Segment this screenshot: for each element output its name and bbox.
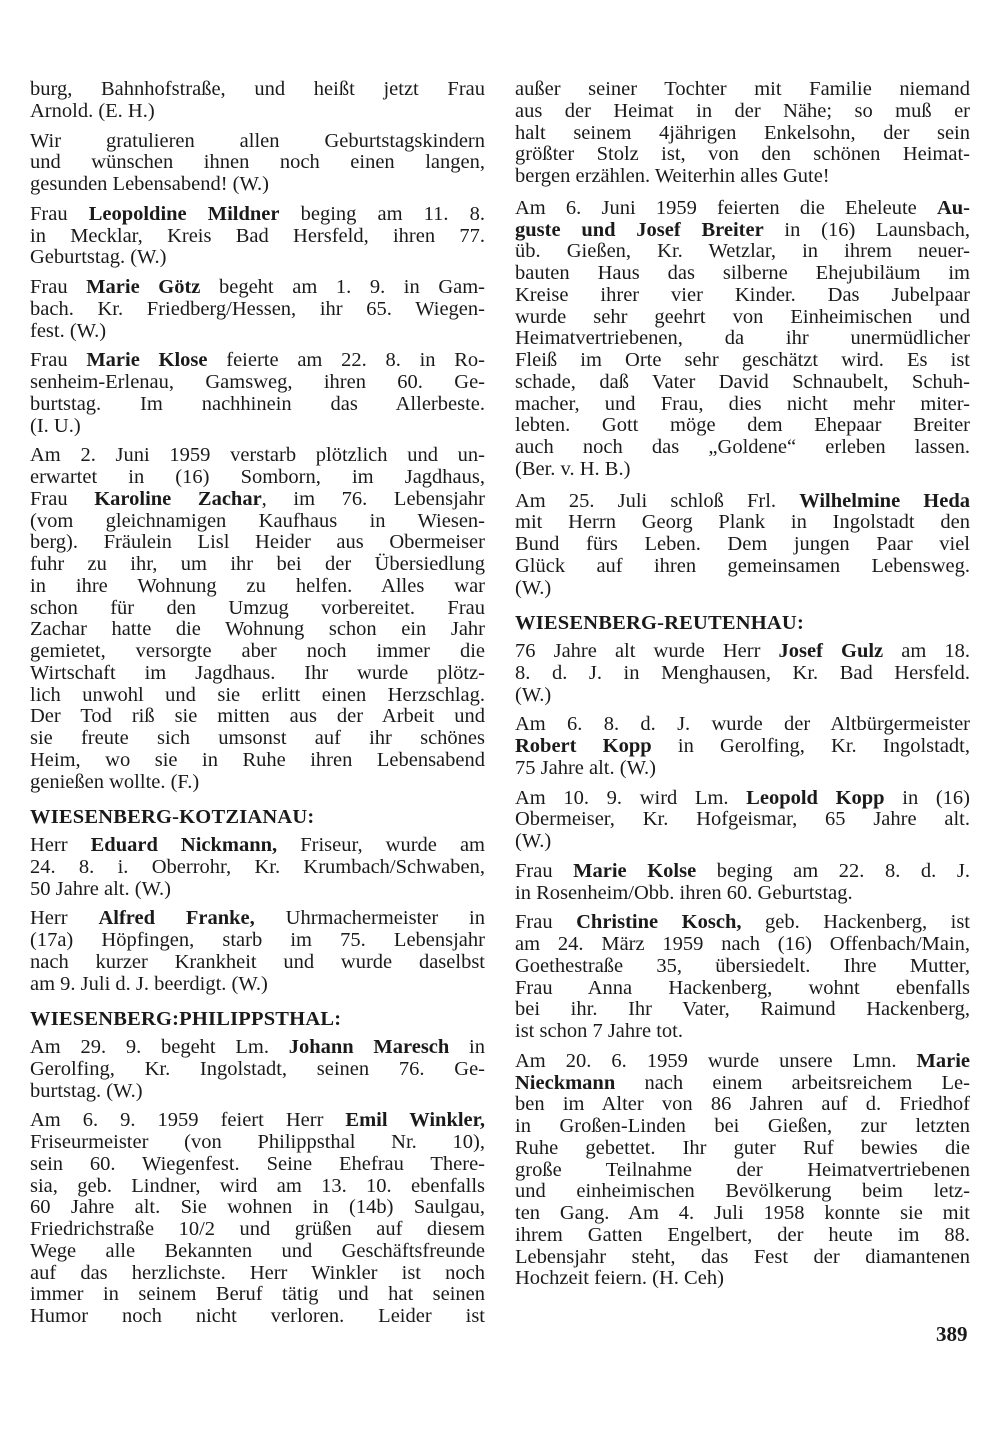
- text-segment: Wir gratulieren allen Geburtstagskindern: [30, 129, 485, 152]
- text-segment: erwartet in (16) Somborn, im Jagdhaus,: [30, 466, 485, 488]
- bold-name: Karoline Zachar: [94, 487, 262, 510]
- text-line: [30, 1241, 485, 1263]
- text-segment: burtstag. Im nachhinein das Allerbeste.: [30, 392, 485, 415]
- text-segment: 50 Jahre alt. (W.): [30, 877, 171, 900]
- paragraph: [30, 79, 485, 123]
- text-line: [30, 1306, 485, 1328]
- bold-name: Marie: [916, 1049, 970, 1072]
- text-line: [515, 263, 970, 285]
- text-line: [30, 1037, 485, 1059]
- section-heading: WIESENBERG-KOTZIANAU:: [30, 806, 315, 829]
- text-segment: wurde sehr geehrt von Einheimischen und: [515, 305, 970, 328]
- text-line: [515, 534, 970, 556]
- text-segment: ben im Alter von 86 Jahren auf d. Friedhof: [515, 1093, 970, 1116]
- text-line: [30, 663, 485, 685]
- text-line: [30, 350, 485, 372]
- text-segment: fuhr zu ihr, um ihr bei der Übersiedlung: [30, 553, 485, 575]
- text-segment: Am 6. 8. d. J. wurde der Altbürgermeister: [515, 713, 970, 736]
- text-segment: am 9. Juli d. J. beerdigt. (W.): [30, 972, 268, 995]
- text-line: [30, 772, 485, 794]
- text-segment: Am 2. Juni 1959 verstarb plötzlich und un-: [30, 444, 485, 467]
- text-line: [515, 1138, 970, 1160]
- text-line: [515, 1116, 970, 1138]
- bold-name: Johann Maresch: [288, 1036, 450, 1058]
- text-segment: Frau: [515, 859, 574, 882]
- text-segment: und einheimischen Bevölkerung beim letz-: [515, 1180, 970, 1203]
- text-line: [30, 1197, 485, 1219]
- text-segment: beging am 22. 8. d. J.: [696, 859, 970, 882]
- text-segment: mit Herrn Georg Plank in Ingolstadt den: [515, 511, 970, 534]
- text-line: [515, 1073, 970, 1095]
- bold-name: Marie Klose: [86, 349, 208, 372]
- bold-name: Josef Gulz: [778, 640, 884, 662]
- text-segment: in (16) Launsbach,: [763, 218, 970, 241]
- text-segment: in (16): [884, 786, 970, 809]
- text-line: [30, 706, 485, 728]
- text-segment: Am 6. Juni 1959 feierten die Eheleute: [515, 196, 937, 219]
- paragraph: [515, 641, 970, 706]
- text-line: [30, 952, 485, 974]
- bold-name: Marie Kolse: [573, 859, 697, 882]
- text-line: [30, 174, 485, 196]
- text-segment: Am 29. 9. begeht Lm.: [30, 1036, 289, 1058]
- paragraph: [515, 491, 970, 600]
- text-line: [30, 1059, 485, 1081]
- text-segment: Humor noch nicht verloren. Leider ist: [30, 1305, 485, 1327]
- text-line: [515, 1225, 970, 1247]
- text-line: [515, 491, 970, 513]
- text-segment: Glück auf ihren gemeinsamen Lebensweg.: [515, 554, 970, 577]
- bold-name: Eduard Nickmann,: [90, 834, 278, 856]
- right-column: [515, 79, 970, 1298]
- text-segment: Fleiß im Orte sehr geschätzt wird. Es ist: [515, 349, 970, 371]
- text-segment: Am 6. 9. 1959 feiert Herr: [30, 1109, 346, 1132]
- text-segment: 8. d. J. in Menghausen, Kr. Bad Hersfeld.: [515, 661, 970, 684]
- text-line: [515, 415, 970, 437]
- paragraph: [515, 788, 970, 853]
- text-segment: 24. 8. i. Oberrohr, Kr. Krumbach/Schwaben,: [30, 855, 485, 878]
- paragraph: [515, 861, 970, 905]
- text-segment: Am 20. 6. 1959 wurde unsere Lmn.: [515, 1049, 917, 1072]
- text-segment: halt seinem 4jährigen Enkelsohn, der sein: [515, 121, 970, 144]
- text-segment: Bund fürs Leben. Dem jungen Paar viel: [515, 533, 970, 555]
- bold-name: Leopoldine Mildner: [88, 202, 280, 225]
- text-segment: Frau Anna Hackenberg, wohnt ebenfalls: [515, 976, 970, 999]
- text-segment: sie freute sich umsonst auf ihr schönes: [30, 727, 485, 749]
- text-segment: Heim, wo sie in Ruhe ihren Lebensabend: [30, 748, 485, 771]
- text-segment: begeht am 1. 9. in Gam-: [200, 276, 486, 298]
- bold-name: Leopold Kopp: [746, 786, 885, 809]
- text-segment: Herr: [30, 834, 91, 856]
- text-line: [30, 750, 485, 772]
- text-line: [515, 512, 970, 534]
- text-line: [30, 1132, 485, 1154]
- text-line: [515, 685, 970, 707]
- text-line: [30, 277, 485, 299]
- text-line: [515, 912, 970, 934]
- text-segment: burg, Bahnhofstraße, und heißt jetzt Frau: [30, 78, 485, 100]
- paragraph: [515, 714, 970, 779]
- text-line: [30, 247, 485, 269]
- paragraph: [515, 912, 970, 1043]
- text-line: [30, 1154, 485, 1176]
- text-line: [30, 685, 485, 707]
- text-segment: lich unwohl und sie erlitt einen Herzschlag.: [30, 683, 485, 706]
- text-line: [515, 123, 970, 145]
- text-line: [30, 416, 485, 438]
- text-segment: Heimatvertriebenen, da ihr unermüdlicher: [515, 327, 970, 350]
- text-line: [30, 1284, 485, 1306]
- text-segment: Herr: [30, 907, 99, 930]
- text-line: [515, 307, 970, 329]
- text-segment: Am 10. 9. wird Lm.: [515, 786, 747, 809]
- text-line: [30, 131, 485, 153]
- text-segment: sein 60. Wiegenfest. Seine Ehefrau There-: [30, 1152, 485, 1175]
- text-line: [515, 328, 970, 350]
- text-line: [515, 220, 970, 242]
- text-segment: Kreise ihrer vier Kinder. Das Jubelpaar: [515, 283, 970, 306]
- text-segment: und wünschen ihnen noch einen langen,: [30, 151, 485, 174]
- text-line: [515, 372, 970, 394]
- paragraph: [30, 835, 485, 900]
- text-segment: in Mecklar, Kreis Bad Hersfeld, ihren 77.: [30, 224, 485, 247]
- text-line: [30, 226, 485, 248]
- text-segment: Arnold. (E. H.): [30, 99, 155, 122]
- text-line: [515, 556, 970, 578]
- text-line: [30, 1110, 485, 1132]
- text-segment: Frau: [515, 911, 577, 934]
- text-line: [515, 1268, 970, 1290]
- text-line: [515, 79, 970, 101]
- bold-name: Alfred Franke,: [98, 907, 255, 930]
- paragraph: [30, 445, 485, 793]
- text-segment: Geburtstag. (W.): [30, 246, 167, 269]
- text-segment: schon für den Umzug vorbereitet. Frau: [30, 596, 485, 619]
- text-segment: ist schon 7 Jahre tot.: [515, 1020, 683, 1042]
- text-segment: genießen wollte. (F.): [30, 770, 200, 793]
- text-line: [515, 861, 970, 883]
- text-line: [30, 728, 485, 750]
- text-line: [30, 394, 485, 416]
- text-line: [515, 934, 970, 956]
- text-line: [515, 350, 970, 372]
- text-line: [515, 758, 970, 780]
- paragraph: [515, 1051, 970, 1290]
- text-segment: fest. (W.): [30, 319, 107, 342]
- text-line: [30, 908, 485, 930]
- text-line: [30, 101, 485, 123]
- text-line: [30, 598, 485, 620]
- text-line: [515, 198, 970, 220]
- text-segment: (Ber. v. H. B.): [515, 457, 631, 480]
- paragraph: [30, 1037, 485, 1102]
- section-heading: WIESENBERG:PHILIPPSTHAL:: [30, 1008, 342, 1031]
- text-line: [515, 144, 970, 166]
- text-segment: Frau: [30, 349, 87, 372]
- text-segment: feierte am 22. 8. in Ro-: [207, 349, 485, 372]
- paragraph: [30, 277, 485, 342]
- paragraph: [30, 350, 485, 437]
- text-segment: Frau: [30, 202, 89, 225]
- bold-name: Wilhelmine Heda: [799, 489, 970, 512]
- text-segment: (W.): [515, 683, 552, 706]
- text-segment: bach. Kr. Friedberg/Hessen, ihr 65. Wiegen-: [30, 297, 485, 320]
- text-line: [30, 1176, 485, 1198]
- text-segment: bauten Haus das silberne Ehejubiläum im: [515, 262, 970, 284]
- text-segment: , im 76. Lebensjahr: [261, 487, 485, 510]
- text-line: [30, 445, 485, 467]
- text-segment: Lebensjahr steht, das Fest der diamantenen: [515, 1245, 970, 1268]
- text-segment: Wege alle Bekannten und Geschäftsfreunde: [30, 1239, 485, 1262]
- text-segment: außer seiner Tochter mit Familie niemand: [515, 78, 970, 100]
- text-segment: (I. U.): [30, 414, 81, 437]
- text-line: [515, 883, 970, 905]
- text-segment: Wirtschaft im Jagdhaus. Ihr wurde plötz-: [30, 661, 485, 684]
- text-segment: in Rosenheim/Obb. ihren 60. Geburtstag.: [515, 881, 853, 904]
- text-segment: immer in seinem Beruf tätig und hat seinen: [30, 1283, 485, 1306]
- text-segment: am 24. März 1959 nach (16) Offenbach/Main,: [515, 933, 970, 955]
- text-line: [30, 930, 485, 952]
- text-segment: bei ihr. Ihr Vater, Raimund Hackenberg,: [515, 998, 970, 1021]
- text-segment: lebten. Gott möge dem Ehepaar Breiter: [515, 414, 970, 437]
- text-line: [30, 857, 485, 879]
- paragraph: [30, 204, 485, 269]
- section-heading: WIESENBERG-REUTENHAU:: [515, 612, 804, 635]
- text-segment: in Gerolfing, Kr. Ingolstadt,: [651, 735, 970, 757]
- text-segment: Zachar hatte die Wohnung schon ein Jahr: [30, 618, 485, 641]
- text-segment: auch noch das „Goldene“ erleben lassen.: [515, 436, 970, 458]
- text-segment: Frau: [30, 487, 95, 510]
- text-line: [515, 459, 970, 481]
- text-segment: Friseurmeister (von Philippsthal Nr. 10),: [30, 1131, 485, 1153]
- text-line: [515, 101, 970, 123]
- text-line: [30, 879, 485, 901]
- text-segment: Friedrichstraße 10/2 und grüßen auf diesem: [30, 1218, 485, 1240]
- text-line: [515, 831, 970, 853]
- text-line: [30, 204, 485, 226]
- text-segment: Hochzeit feiern. (H. Ceh): [515, 1267, 724, 1290]
- text-line: [515, 1094, 970, 1116]
- text-line: [30, 554, 485, 576]
- text-line: [30, 1219, 485, 1241]
- text-segment: nach einem arbeitsreichem Le-: [615, 1071, 970, 1094]
- text-line: [30, 619, 485, 641]
- text-line: [515, 1160, 970, 1182]
- text-line: [515, 241, 970, 263]
- text-segment: Der Tod riß sie mitten aus der Arbeit und: [30, 705, 485, 728]
- paragraph: [515, 79, 970, 188]
- text-segment: Ruhe gebettet. Ihr guter Ruf bewies die: [515, 1136, 970, 1159]
- text-segment: gemietet, versorgte aber noch immer die: [30, 640, 485, 662]
- text-segment: größter Stolz ist, von den schönen Heimat-: [515, 143, 970, 166]
- text-line: [30, 576, 485, 598]
- text-segment: (W.): [515, 576, 552, 599]
- text-segment: Am 25. Juli schloß Frl.: [515, 489, 800, 512]
- text-segment: burtstag. (W.): [30, 1079, 143, 1102]
- text-segment: macher, und Frau, dies nicht mehr miter-: [515, 392, 970, 415]
- text-segment: (vom gleichnamigen Kaufhaus in Wiesen-: [30, 509, 485, 532]
- text-line: [30, 152, 485, 174]
- bold-name: Christine Kosch,: [576, 911, 742, 934]
- text-line: [515, 714, 970, 736]
- text-line: [30, 372, 485, 394]
- text-line: [30, 1081, 485, 1103]
- text-line: [30, 511, 485, 533]
- text-segment: nach kurzer Krankheit und wurde daselbst: [30, 950, 485, 973]
- text-segment: in ihre Wohnung zu helfen. Alles war: [30, 574, 485, 597]
- text-segment: aus der Heimat in der Nähe; so muß er: [515, 99, 970, 122]
- text-segment: 76 Jahre alt wurde Herr: [515, 640, 779, 662]
- text-line: [515, 736, 970, 758]
- bold-name: Marie Götz: [86, 276, 201, 298]
- text-segment: Goethestraße 35, übersiedelt. Ihre Mutter,: [515, 954, 970, 977]
- text-line: [515, 1021, 970, 1043]
- text-line: [515, 1203, 970, 1225]
- left-column: [30, 79, 485, 1336]
- text-segment: geb. Hackenberg, ist: [741, 911, 970, 934]
- text-line: [30, 974, 485, 996]
- text-line: [30, 532, 485, 554]
- text-segment: Gerolfing, Kr. Ingolstadt, seinen 76. Ge-: [30, 1057, 485, 1080]
- text-line: [515, 578, 970, 600]
- text-segment: am 18.: [883, 640, 970, 662]
- text-segment: schade, daß Vater David Schnaubelt, Schuh-: [515, 370, 970, 393]
- text-line: [30, 79, 485, 101]
- bold-name: Robert Kopp: [515, 735, 652, 757]
- text-line: [515, 788, 970, 810]
- bold-name: Emil Winkler,: [345, 1109, 485, 1132]
- text-line: [515, 1247, 970, 1269]
- paragraph: [30, 131, 485, 196]
- text-segment: üb. Gießen, Kr. Wetzlar, in ihrem neuer-: [515, 240, 970, 263]
- paragraph: [30, 908, 485, 995]
- text-line: [515, 394, 970, 416]
- paragraph: [515, 198, 970, 481]
- text-segment: Uhrmachermeister in: [254, 907, 485, 930]
- text-line: [515, 956, 970, 978]
- text-line: [30, 467, 485, 489]
- text-line: [30, 321, 485, 343]
- text-segment: Frau: [30, 276, 87, 298]
- text-line: [515, 437, 970, 459]
- paragraph: [30, 1110, 485, 1328]
- text-segment: beging am 11. 8.: [279, 202, 485, 225]
- text-line: [30, 835, 485, 857]
- text-line: [30, 1263, 485, 1285]
- text-segment: große Teilnahme der Heimatvertriebenen: [515, 1158, 970, 1181]
- text-line: [30, 641, 485, 663]
- text-segment: gesunden Lebensabend! (W.): [30, 173, 269, 195]
- text-segment: berg). Fräulein Lisl Heider aus Obermeiser: [30, 531, 485, 554]
- text-segment: Friseur, wurde am: [277, 834, 486, 856]
- text-segment: auf das herzlichste. Herr Winkler ist noch: [30, 1261, 485, 1284]
- text-segment: Obermeiser, Kr. Hofgeismar, 65 Jahre alt.: [515, 808, 970, 831]
- text-segment: ihrem Gatten Engelbert, der heute im 88.: [515, 1223, 970, 1246]
- text-line: [515, 166, 970, 188]
- text-segment: in: [449, 1036, 485, 1058]
- text-segment: ten Gang. Am 4. Juli 1958 konnte sie mit: [515, 1202, 970, 1224]
- text-segment: 60 Jahre alt. Sie wohnen in (14b) Saulgau,: [30, 1196, 485, 1219]
- text-line: [30, 299, 485, 321]
- text-line: [515, 641, 970, 663]
- bold-name: guste und Josef Breiter: [515, 218, 764, 241]
- text-segment: senheim-Erlenau, Gamsweg, ihren 60. Ge-: [30, 371, 485, 393]
- text-segment: (W.): [515, 830, 552, 852]
- text-line: [515, 663, 970, 685]
- text-line: [515, 1181, 970, 1203]
- text-line: [515, 285, 970, 307]
- text-line: [515, 1051, 970, 1073]
- text-segment: (17a) Höpfingen, starb im 75. Lebensjahr: [30, 929, 485, 951]
- page-number: 389: [936, 1322, 968, 1346]
- text-segment: sia, geb. Lindner, wird am 13. 10. ebenfalls: [30, 1174, 485, 1197]
- text-line: [515, 809, 970, 831]
- text-segment: bergen erzählen. Weiterhin alles Gute!: [515, 165, 830, 187]
- text-line: [30, 489, 485, 511]
- text-line: [515, 999, 970, 1021]
- text-segment: in Großen-Linden bei Gießen, zur letzten: [515, 1115, 970, 1137]
- bold-name: Au-: [936, 196, 970, 219]
- bold-name: Nieckmann: [515, 1071, 616, 1094]
- text-line: [515, 978, 970, 1000]
- text-segment: 75 Jahre alt. (W.): [515, 756, 656, 779]
